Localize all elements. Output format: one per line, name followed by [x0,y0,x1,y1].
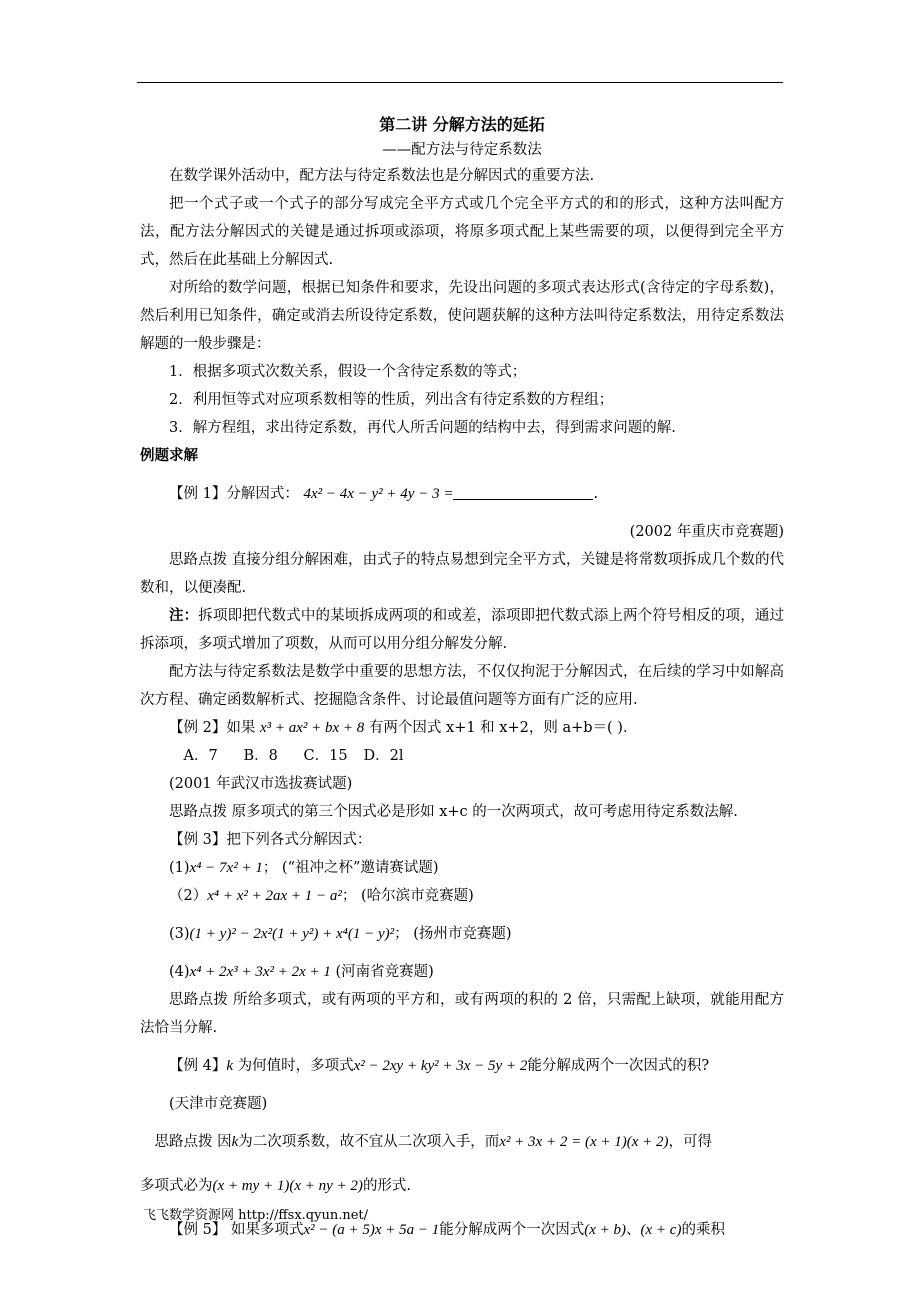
option-d: D．2l [363,748,404,764]
example-4-formula: x² − 2xy + ky² + 3x − 5y + 2 [353,1058,528,1074]
example-3 [140,826,784,854]
example-1-label: 【例 1】 [169,486,227,502]
lesson-title: 第二讲 分解方法的延拓 [379,115,545,134]
example-2-options [140,742,784,770]
example-2-hint: 思路点拨 原多项式的第三个因式必是形如 x+c 的一次两项式，故可考虑用待定系数法解. [169,804,738,820]
example-2-text-b: 有两个因式 x+1 和 x+2，则 a+b＝( )． [368,720,638,736]
example-5-text-a: 如果多项式 [230,1222,304,1238]
factor-1: (x + b) [584,1222,627,1238]
example-4-label: 【例 4】 [169,1058,227,1074]
section-heading: 例题求解 [140,447,198,464]
hint-formula: x² + 3x + 2 = (x + 1)(x + 2) [499,1134,669,1150]
example-1-text: 分解因式： [226,486,299,502]
example-3-item-2 [140,882,784,910]
example-5-label: 【例 5】 [169,1222,227,1238]
step-1: 1．根据多项式次数关系，假设一个含待定系数的等式； [169,364,527,380]
example-4-k: k [226,1058,234,1074]
note-text: 拆项即把代数式中的某顷拆成两项的和或差，添项即把代数式添上两个符号相反的项，通过拆添项，多项式增加了项数，从而可以用分组分解发分解. [140,608,785,652]
example-4-text-a: 为何值时，多项式 [237,1058,354,1074]
example-3-item-1 [140,854,784,882]
lesson-subtitle: ——配方法与待定系数法 [382,142,542,158]
item-formula: x⁴ − 7x² + 1 [189,860,263,876]
factor-2: (x + c) [640,1222,682,1238]
example-1 [140,480,784,508]
header-rule [137,82,783,83]
example-5-text-c: 的乘积 [681,1222,725,1238]
example-2-label: 【例 2】 [169,720,227,736]
note-label: 注： [169,607,199,624]
example-2-source: (2001 年武汉市选拔赛试题) [169,776,353,792]
intro-paragraph-1: 在数学课外活动中，配方法与待定系数法也是分解因式的重要方法. [169,168,595,184]
example-5-text-b: 能分解成两个一次因式 [439,1222,585,1238]
example-4 [140,1052,784,1080]
hint-text: ，可得 [668,1134,712,1150]
example-3-item-3 [140,920,784,948]
item-formula: (1 + y)² − 2x²(1 + y²) + x⁴(1 − y)² [189,926,395,942]
example-4-source: (天津市竞赛题) [169,1096,268,1112]
item-formula: x⁴ + 2x³ + 3x² + 2x + 1 [189,964,331,980]
example-1-end: . [593,486,599,502]
example-3-text: 把下列各式分解因式： [226,832,372,848]
example-1-formula: 4x² − 4x − y² + 4y − 3 = [303,486,454,502]
item-number: (3) [169,926,190,942]
hint-k: k [231,1134,239,1150]
example-3-label: 【例 3】 [169,832,227,848]
example-3-item-4 [140,958,784,986]
item-source: (河南省竞赛题) [330,964,434,980]
example-4-hint-line-1 [140,1128,784,1156]
hint-text: 的形式. [362,1178,412,1194]
example-4-text-b: 能分解成两个一次因式的积? [527,1058,710,1074]
hint-text: 为二次项系数，故不宜从二次项入手，而 [238,1134,500,1150]
hint-formula: (x + my + 1)(x + ny + 2) [212,1178,363,1194]
hint-text: 思路点拨 因 [154,1134,232,1150]
step-3: 3．解方程组，求出待定系数，再代人所舌问题的结构中去，得到需求问题的解. [169,420,676,436]
example-1-note [140,602,784,658]
example-3-hint: 思路点拨 所给多项式，或有两项的平方和，或有两项的积的 2 倍，只需配上缺项，就能用配方法恰当分解. [140,992,784,1036]
item-source: ； (扬州市竞赛题) [394,926,512,942]
item-formula: x⁴ + x² + 2ax + 1 − a² [207,888,342,904]
example-1-source: (2002 年重庆市竞赛题) [629,524,784,540]
example-2 [140,714,784,742]
option-b: B．8 [243,748,278,764]
item-source: ； (哈尔滨市竞赛题) [341,888,474,904]
example-2-text-a: 如果 [226,720,256,736]
document-body [140,112,784,1244]
item-number: （2） [169,888,208,904]
intro-paragraph-3: 对所给的数学问题，根据已知条件和要求，先设出问题的多项式表达形式(含待定的字母系数)，然后利用已知条件，确定或消去所设待定系数，使问题获解的这种方法叫待定系数法，用待定系数法解题的一般步骤是： [140,280,784,352]
footer-source: 飞飞数学资源网 http://ffsx.qyun.net/ [143,1208,368,1223]
example-4-hint-line-2 [140,1172,784,1200]
item-source: ； (“祖冲之杯”邀请赛试题) [262,860,439,876]
hint-text: 多项式必为 [140,1178,213,1194]
intro-paragraph-2: 把一个式子或一个式子的部分写成完全平方式或几个完全平方式的和的形式，这种方法叫配方法，配方法分解因式的关键是通过拆项或添项，将原多项式配上某些需要的项，以便得到完全平方式，然后在此基础上分解因式. [140,196,784,268]
separator: 、 [626,1222,641,1238]
item-number: (1) [169,860,190,876]
example-5-formula: x² − (a + 5)x + 5a − 1 [303,1222,440,1238]
option-a: A．7 [183,748,218,764]
step-2: 2．利用恒等式对应项系数相等的性质，列出含有待定系数的方程组； [169,392,614,408]
example-1-hint: 思路点拨 直接分组分解困难，由式子的特点易想到完全平方式，关键是将常数项拆成几个数的代数和，以便凑配. [140,552,784,596]
answer-blank [453,485,593,500]
example-1-remark: 配方法与待定系数法是数学中重要的思想方法，不仅仅拘泥于分解因式，在后续的学习中如解高次方程、确定函数解析式、挖掘隐含条件、讨论最值问题等方面有广泛的应用. [140,664,784,708]
example-2-formula: x³ + ax² + bx + 8 [259,720,365,736]
option-c: C．15 [303,748,348,764]
item-number: (4) [169,964,190,980]
